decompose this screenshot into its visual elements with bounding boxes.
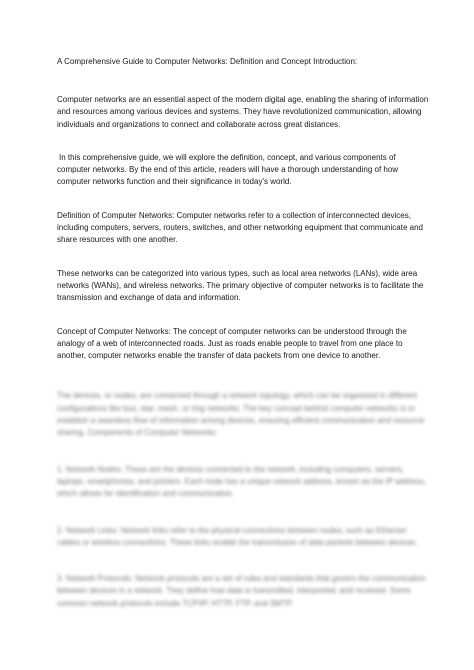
document-content [57, 56, 429, 634]
blurred-paragraph-topology: The devices, or nodes, are connected through a network topology, which can be organized in different configurations like bus, star, mesh, or ring networks. The key concept behind computer networks is to establish a seamless flow of information among devices, ensuring efficient communication and resource sharing. Components of Computer Networks: [57, 391, 425, 438]
blurred-paragraph-protocols: 3. Network Protocols: Network protocols are a set of rules and standards that govern the communication between devices in a network. They define how data is transmitted, interpreted, and received. Some common network protocols include TCP/IP, HTTP, FTP, and SMTP. [57, 574, 426, 608]
blurred-paragraph-links: 2. Network Links: Network links refer to the physical connections between nodes, such as Ethernet cables or wireless connections. These links enable the transmission of data packets between devices. [57, 525, 418, 547]
document-title: A Comprehensive Guide to Computer Networks: Definition and Concept Introduction: [57, 57, 358, 66]
paragraph-intro: Computer networks are an essential aspect of the modern digital age, enabling the sharing of information and resources among various devices and systems. They have revolutionized communication, allowing individuals and organizations to connect and collaborate across great distances. [57, 95, 429, 129]
paragraph-concept: Concept of Computer Networks: The concept of computer networks can be understood through the analogy of a web of interconnected roads. Just as roads enable people to travel from one place to another, computer networks enable the transfer of data packets from one device to another. [57, 326, 407, 361]
blurred-paragraph-nodes: 1. Network Nodes: These are the devices connected to the network, including computers, servers, laptops, smartphones, and printers. Each node has a unique network address, known as the IP address, which allows for identification and communication. [57, 464, 426, 499]
blurred-preview-section [57, 390, 429, 610]
paragraph-guide-overview: In this comprehensive guide, we will explore the definition, concept, and various components of computer networks. By the end of this article, readers will have a thorough understanding of how computer networks function and their significance in today's world. [57, 152, 399, 187]
paragraph-network-types: These networks can be categorized into various types, such as local area networks (LANs), wide area networks (WANs), and wireless networks. The primary objective of computer networks is to facilitate the transmission and exchange of data and information. [57, 268, 424, 303]
paragraph-definition: Definition of Computer Networks: Computer networks refer to a collection of interconnected devices, including computers, servers, routers, switches, and other networking equipment that communicate and share resources with one another. [57, 210, 423, 245]
